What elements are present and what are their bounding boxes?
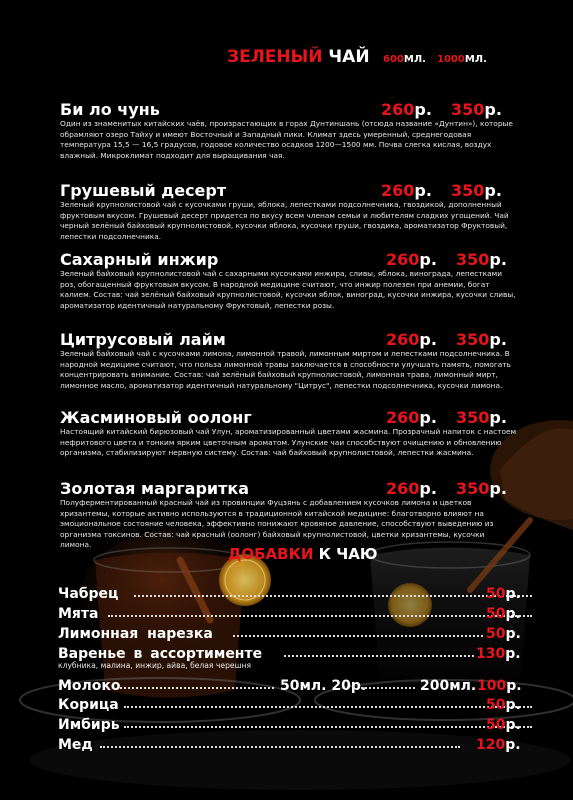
addition-price-unit: р. [505, 737, 521, 753]
section-title [227, 47, 370, 67]
price-600-value: 260 [386, 250, 420, 269]
additions-title-white: К ЧАЮ [318, 545, 378, 563]
price-unit: р. [414, 181, 432, 200]
tea-description: Полуферментированный красный чай из провинции Фуцзянь с добавлением кусочков лимона и цветков хризантемы, которые активно используются в традиционной китайской медицине: благотворно влияют на эмоциональное состояние человека, эффективно понижают кровяное давление, способствуют выведению из организма токсинов. Состав: чай красный (оолонг) байховый крупнолистовой, цветки хризантемы, кусочки лимона. [60, 498, 494, 550]
section-title-red: ЗЕЛЕНЫЙ [227, 47, 323, 67]
tea-name: Сахарный инжир [60, 250, 219, 269]
price-1000-value: 350 [456, 479, 490, 498]
price-600-value: 260 [386, 330, 420, 349]
addition-row [58, 586, 521, 604]
tea-description: Настоящий китайский бирюзовый чай Улун, ароматизированный цветами жасмина. Прозрачный напиток с настоем нефритового цвета и тонким ярким цветочным ароматом. Улунские чаи способствуют очищению и обновлению организма, стабилизируют нервную систему. Состав: чай байховый крупнолистовой, лепестки жасмина. [60, 427, 517, 458]
addition-price-unit: р. [505, 586, 521, 602]
price-1000-value: 350 [456, 408, 490, 427]
jam-flavors-note: клубника, малина, инжир, айва, белая черешня [58, 661, 252, 670]
addition-price-value: 50 [486, 586, 506, 602]
milk-large-portion: 200мл. [420, 678, 477, 694]
tea-description: Зеленый байховый чай с кусочками лимона, лимонной травой, лимонным миртом и лепестками подсолнечника. В народной медицине считают, что польза лимонной травы заключается в способности улучшать память, помогать концентрировать внимание. Состав: чай зелёный байховый крупнолистовой, лимонная трава, лимонный мирт, лимонное масло, ароматизатор идентичный натуральному "Цитрус", лепестки подсолнечника, кусочки лимона. [60, 349, 511, 390]
addition-price [486, 606, 521, 622]
menu-header [0, 47, 573, 71]
volume-600-number: 600 [383, 54, 404, 65]
price-unit: р. [419, 479, 437, 498]
tea-description: Зеленый байховый крупнолистовой чай с сахарными кусочками инжира, сливы, яблока, винограда, лепестками роз, обогащенный фруктовым вкусом. В народной медицине считают, что инжир полезен при анемии, богат калием. Состав: чай зелёный байховый крупнолистовой, кусочки яблок, виноград, кусочки инжира, кусочки сливы, ароматизатор идентичный натуральному Фруктовый, лепестки розы. [60, 269, 516, 310]
price-1000-value: 350 [451, 181, 485, 200]
addition-price-unit: р. [505, 717, 521, 733]
dot-leader [233, 635, 483, 637]
addition-price [486, 626, 521, 642]
addition-price-value: 130 [476, 646, 506, 662]
dot-leader [124, 726, 532, 728]
price-1000 [456, 479, 507, 498]
addition-name: Мед [58, 737, 93, 753]
dot-leader [124, 706, 532, 708]
price-unit: р. [419, 330, 437, 349]
price-600 [381, 181, 432, 200]
addition-price [486, 586, 521, 602]
volume-1000-unit: МЛ. [464, 54, 487, 65]
addition-price-value: 50 [486, 697, 506, 713]
addition-row [58, 678, 522, 696]
price-600 [381, 100, 432, 119]
tea-description: Один из знаменитых китайских чаёв, произрастающих в горах Дунтиншань (отсюда название «Дунтин»), которые обрамляют озеро Тайху и имеют Восточный и Западный пики. Климат здесь умеренный, среднегодовая температура 15,5 — 16,5 градусов, годовое количество осадков 1200—1500 мм. Почва слегка кислая, воздух влажный. Микроклимат подходит для выращивания чая. [60, 119, 513, 160]
price-600 [386, 250, 437, 269]
addition-name: Чабрец [58, 586, 119, 602]
price-1000 [456, 330, 507, 349]
addition-name: Лимонная нарезка [58, 626, 213, 642]
dot-leader [134, 595, 532, 597]
addition-price-value: 100 [477, 678, 507, 694]
volume-1000-number: 1000 [437, 54, 465, 65]
tea-name: Золотая маргаритка [60, 479, 250, 498]
addition-row [58, 626, 521, 644]
addition-row [58, 717, 521, 735]
price-unit: р. [489, 408, 507, 427]
price-1000-value: 350 [456, 330, 490, 349]
price-1000-value: 350 [451, 100, 485, 119]
price-unit: р. [489, 479, 507, 498]
dot-leader [284, 655, 474, 657]
tea-name: Грушевый десерт [60, 181, 227, 200]
tea-description: Зеленый крупнолистовой чай с кусочками груши, яблока, лепестками подсолнечника, гвоздикой, дополненный фруктовым вкусом. Грушевый десерт придется по вкусу всем членам семьи и любителям сладких угощений. Чай черный зелёный байховый крупнолистовой, кусочки яблока, кусочки груши, гвоздика, ароматизатор Фруктовый, лепестки подсолнечника. [60, 200, 509, 241]
tea-name: Цитрусовый лайм [60, 330, 226, 349]
addition-price-value: 120 [476, 737, 506, 753]
price-1000 [451, 181, 502, 200]
dot-leader [108, 615, 532, 617]
price-600-value: 260 [386, 408, 420, 427]
addition-price-unit: р. [505, 606, 521, 622]
price-unit: р. [419, 250, 437, 269]
additions-title-red: ДОБАВКИ [228, 545, 314, 563]
addition-price-unit: р. [505, 697, 521, 713]
section-title-white: ЧАЙ [328, 47, 370, 67]
price-600 [386, 408, 437, 427]
addition-price [486, 717, 521, 733]
price-1000 [451, 100, 502, 119]
price-600 [386, 479, 437, 498]
addition-price-unit: р. [505, 626, 521, 642]
price-1000 [456, 250, 507, 269]
addition-name: Корица [58, 697, 119, 713]
volume-label-600 [383, 54, 426, 65]
dot-leader [120, 687, 274, 689]
price-unit: р. [484, 100, 502, 119]
price-unit: р. [484, 181, 502, 200]
addition-row [58, 606, 521, 624]
addition-price-unit: р. [506, 678, 522, 694]
volume-600-unit: МЛ. [403, 54, 426, 65]
addition-name: Имбирь [58, 717, 120, 733]
tea-name: Жасминовый оолонг [60, 408, 252, 427]
addition-price [477, 678, 522, 694]
addition-row [58, 737, 521, 755]
additions-title [228, 545, 377, 563]
price-600 [386, 330, 437, 349]
volume-label-1000 [437, 54, 487, 65]
price-600-value: 260 [381, 181, 415, 200]
price-600-value: 260 [381, 100, 415, 119]
addition-price-value: 50 [486, 606, 506, 622]
addition-name: Мята [58, 606, 99, 622]
addition-price-value: 50 [486, 717, 506, 733]
addition-row [58, 697, 521, 715]
milk-small-portion: 50мл. 20р. [280, 678, 367, 694]
price-600-value: 260 [386, 479, 420, 498]
price-1000 [456, 408, 507, 427]
addition-name: Варенье в ассортименте [58, 646, 263, 662]
addition-name: Молоко [58, 678, 121, 694]
price-unit: р. [489, 250, 507, 269]
dot-leader [100, 746, 460, 748]
price-1000-value: 350 [456, 250, 490, 269]
price-unit: р. [414, 100, 432, 119]
dot-leader [361, 687, 415, 689]
addition-price [476, 646, 521, 662]
tea-name: Би ло чунь [60, 100, 160, 119]
addition-price-value: 50 [486, 626, 506, 642]
price-unit: р. [419, 408, 437, 427]
price-unit: р. [489, 330, 507, 349]
addition-price [476, 737, 521, 753]
addition-price [486, 697, 521, 713]
addition-price-unit: р. [505, 646, 521, 662]
